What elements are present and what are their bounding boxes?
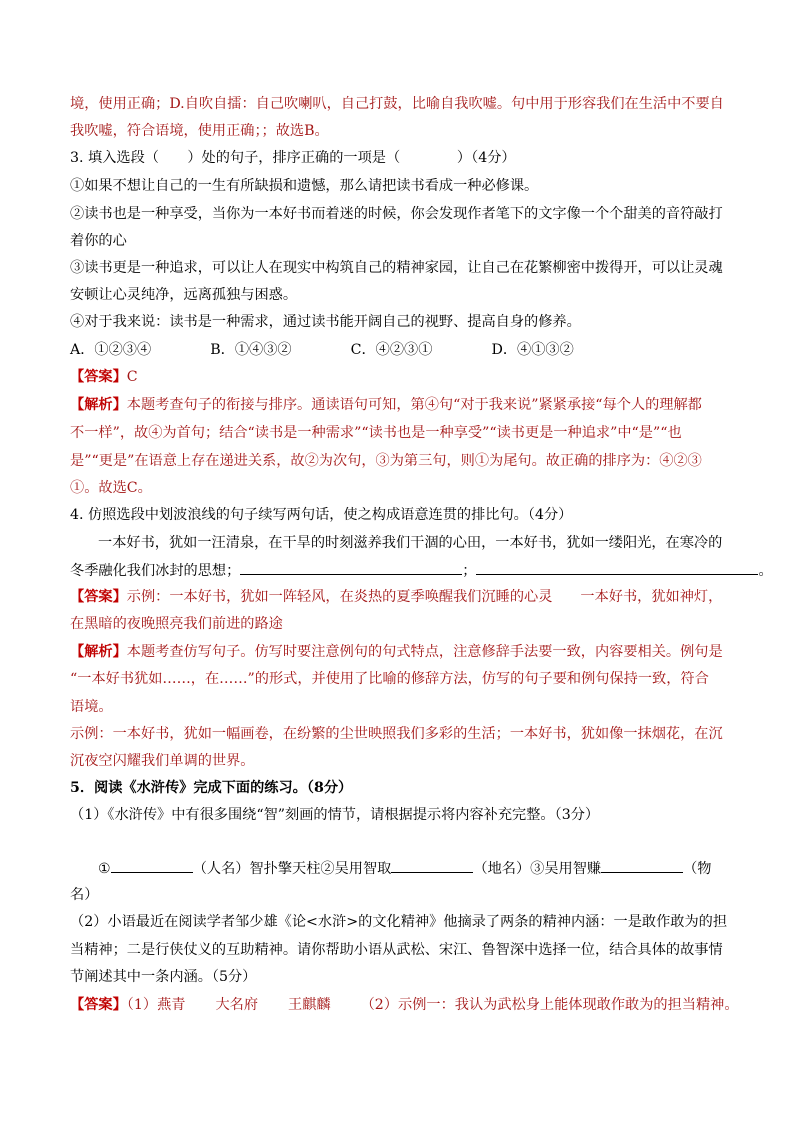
q4-blank-1[interactable] [240, 560, 462, 575]
q3-answer [70, 367, 138, 387]
q4-passage-2: 冬季融化我们冰封的思想； ； 。 [70, 560, 773, 581]
q4-answer-1: 【答案】示例：一本好书，犹如一阵轻风，在炎热的夏季唤醒我们沉睡的心灵 一本好书，犹如神灯， [70, 589, 723, 605]
q3-sentence-4: ④对于我来说：读书是一种需求，通过读书能开阔自己的视野、提高自身的修养。 [70, 314, 581, 330]
question-3-stem: 3. 填入选段（ ）处的句子，排序正确的一项是（ ）（4分） [70, 150, 516, 166]
q4-answer-2: 在黑暗的夜晚照亮我们前进的路途 [70, 616, 283, 632]
q3-explanation-2: 不一样”，故④为首句；结合“读书是一种需求”“读书也是一种享受”“读书更是一种追求”中“是”“也 [70, 425, 682, 441]
q3-sentence-1: ①如果不想让自己的一生有所缺损和遗憾，那么请把读书看成一种必修课。 [70, 178, 539, 194]
choice-a: A．①②③④ [70, 342, 152, 358]
q4-explanation-5: 沉夜空闪耀我们单调的世界。 [70, 753, 255, 769]
q3-explanation-3: 是”“更是”在语意上存在递进关系，故②为次句，③为第三句，则①为尾句。故正确的排序为：④②③ [70, 453, 702, 469]
explanation-label: 【解析】 [70, 397, 127, 413]
q4-blank-2[interactable] [476, 560, 758, 575]
answer-value: C [126, 369, 138, 385]
question-5-2-c: 节阐述其中一条内涵。（5分） [70, 969, 257, 985]
answer-label: 【答案】 [70, 369, 127, 385]
q5-answer: 【答案】（1）燕青 大名府 王麒麟 （2）示例一：我认为武松身上能体现敢作敢为的担当精神。 [70, 997, 739, 1013]
answer-label: 【答案】 [70, 589, 127, 605]
q3-sentence-3a: ③读书更是一种追求，可以让人在现实中构筑自己的精神家园，让自己在花繁柳密中拨得开，可以让灵魂 [70, 260, 723, 276]
q4-explanation-2: “一本好书犹如……，在……”的形式，并使用了比喻的修辞方法，仿写的句子要和例句保持一致，符合 [70, 671, 709, 687]
q5-fill-line: ① （人名）智扑擎天柱②吴用智取 （地名）③吴用智赚 （物 [98, 858, 711, 879]
q4-explanation-3: 语境。 [70, 699, 113, 715]
q2-explanation-line-1: 境，使用正确；D.自吹自擂：自己吹喇叭，自己打鼓，比喻自我吹嘘。句中用于形容我们在生活中不要自 [70, 96, 724, 112]
answer-label: 【答案】 [70, 997, 127, 1013]
q3-explanation-4: ①。故选C。 [70, 480, 152, 496]
question-5-1: （1）《水浒传》中有很多围绕“智”刻画的情节，请根据提示将内容补充完整。（3分） [70, 807, 600, 823]
q4-passage-1: 一本好书，犹如一汪清泉，在干旱的时刻滋养我们干涸的心田，一本好书，犹如一缕阳光，在寒冷的 [98, 535, 723, 551]
question-5-stem: 5．阅读《水浒传》完成下面的练习。（8分） [70, 780, 353, 796]
explanation-label: 【解析】 [70, 644, 127, 660]
q5-blank-place[interactable] [391, 858, 473, 873]
q3-sentence-2a: ②读书也是一种享受，当你为一本好书而着迷的时候，你会发现作者笔下的文字像一个个甜美的音符敲打 [70, 206, 723, 222]
choice-b: B．①④③② [210, 342, 292, 358]
q5-blank-name[interactable] [111, 858, 193, 873]
question-5-2-b: 当精神；二是行侠仗义的互助精神。请你帮助小语从武松、宋江、鲁智深中选择一位，结合具体的故事情 [70, 942, 723, 958]
q5-blank-object[interactable] [601, 858, 683, 873]
question-4-stem: 4. 仿照选段中划波浪线的句子续写两句话，使之构成语意连贯的排比句。（4分） [70, 507, 573, 523]
q2-explanation-line-2: 我吹嘘，符合语境，使用正确；；故选B。 [70, 123, 329, 139]
question-5-2-a: （2）小语最近在阅读学者邹少雄《论<水浒>的文化精神》他摘录了两条的精神内涵：一是敢作敢为的担 [70, 914, 728, 930]
q4-explanation-1: 【解析】本题考查仿写句子。仿写时要注意例句的句式特点，注意修辞手法要一致，内容要相关。例句是 [70, 644, 723, 660]
q3-sentence-2b: 着你的心 [70, 233, 127, 249]
q3-sentence-3b: 安顿让心灵纯净，远离孤独与困惑。 [70, 287, 298, 303]
choice-c: C．④②③① [350, 342, 433, 358]
choice-d: D．④①③② [491, 342, 574, 358]
q3-choices [70, 340, 574, 360]
q3-explanation-1: 【解析】本题考查句子的衔接与排序。通读语句可知，第④句“对于我来说”紧紧承接“每个人的理解都 [70, 397, 702, 413]
q5-fill-line-2: 名） [70, 887, 99, 903]
q4-explanation-4: 示例：一本好书，犹如一幅画卷，在纷繁的尘世映照我们多彩的生活；一本好书，犹如像一抹烟花，在沉 [70, 726, 723, 742]
